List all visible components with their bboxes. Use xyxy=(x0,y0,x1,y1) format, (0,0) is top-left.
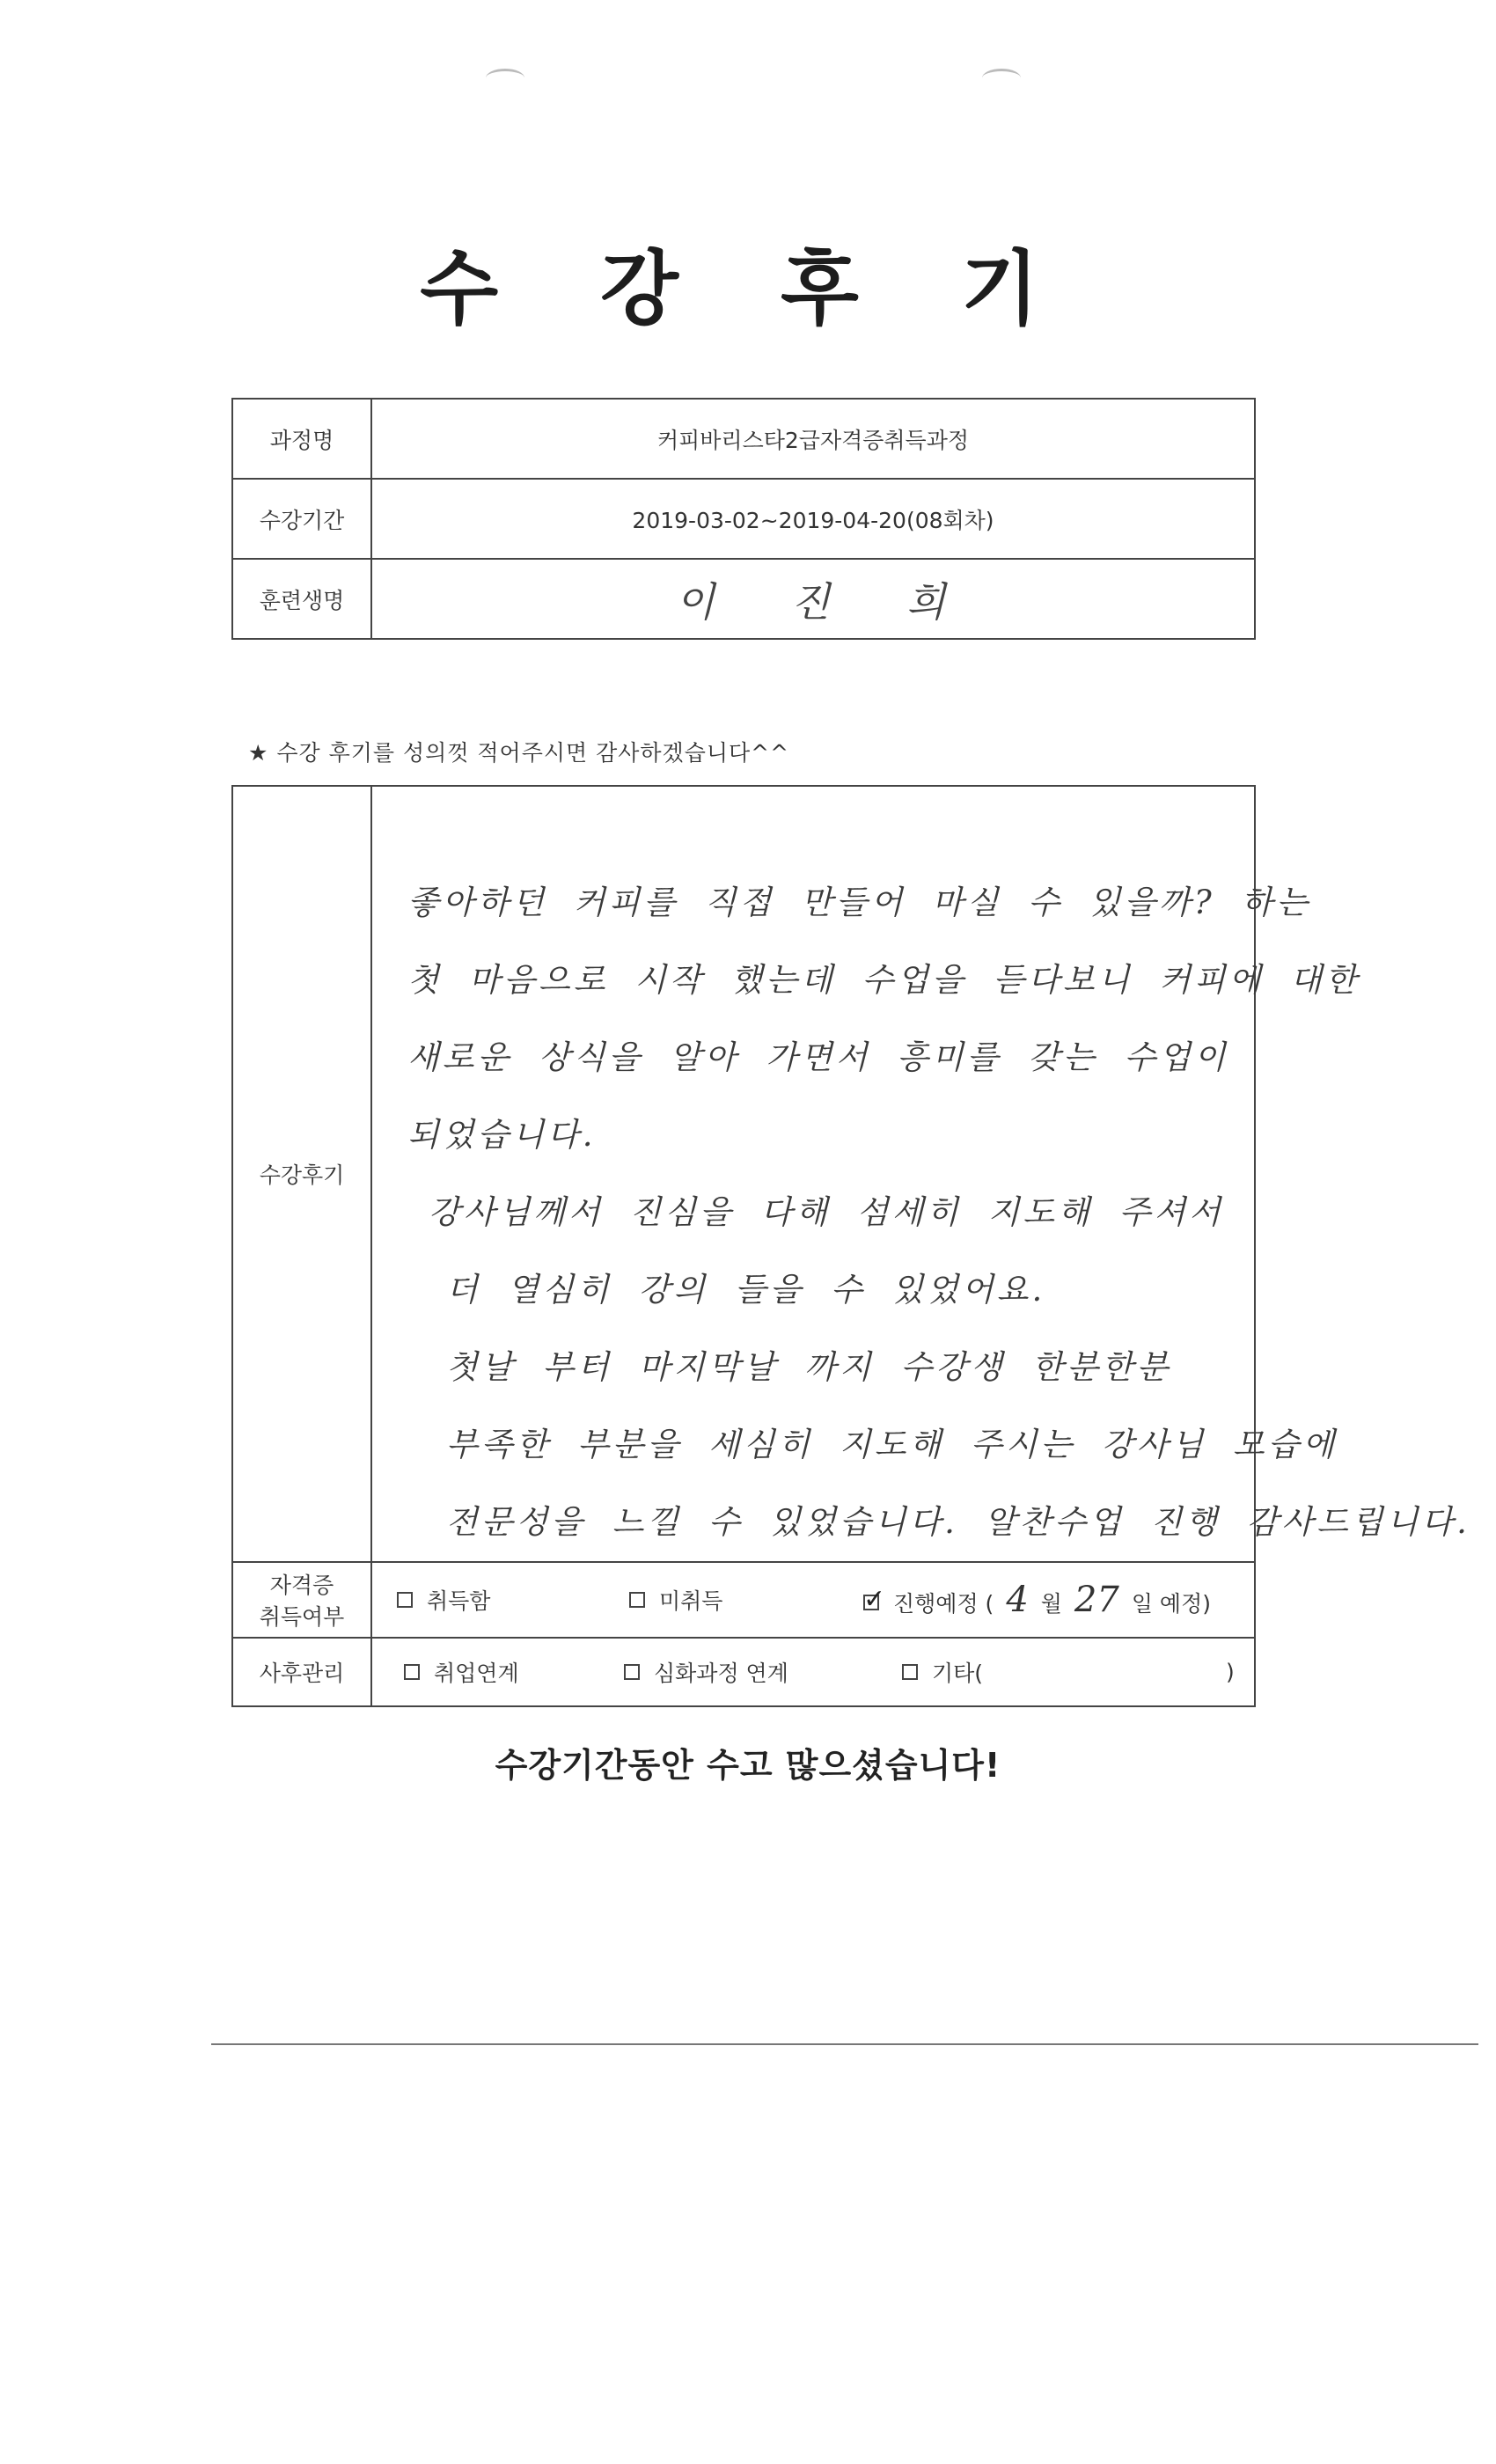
period-label: 수강기간 xyxy=(232,479,371,559)
review-row xyxy=(232,786,1255,1562)
option-acquired-label: 취득함 xyxy=(427,1588,491,1614)
aftercare-row xyxy=(232,1638,1255,1706)
review-text-cell xyxy=(371,786,1470,1562)
option-planned-label: 진행예정 ( xyxy=(893,1591,994,1617)
review-line: 첫 마음으로 시작 했는데 수업을 듣다보니 커피에 대한 xyxy=(407,961,1360,999)
option-advanced-label: 심화과정 연계 xyxy=(654,1661,788,1686)
checkbox-acquired[interactable] xyxy=(397,1592,413,1608)
option-advanced[interactable] xyxy=(624,1656,788,1688)
month-word: 월 xyxy=(1040,1591,1062,1617)
document-title: 수 강 후 기 xyxy=(420,242,1076,336)
binder-ring-mark xyxy=(982,69,1021,87)
page-bottom-line xyxy=(211,2043,1478,2045)
trainee-name-handwritten: 이 진 희 xyxy=(675,577,951,626)
review-line: 부족한 부분을 세심히 지도해 주시는 강사님 모습에 xyxy=(446,1426,1338,1463)
review-table xyxy=(231,785,1470,1707)
closing-message: 수강기간동안 수고 많으셨습니다! xyxy=(495,1746,1001,1785)
checkbox-planned-checked[interactable] xyxy=(863,1595,879,1610)
planned-month-handwritten: 4 xyxy=(1006,1580,1029,1620)
planned-day-handwritten: 27 xyxy=(1074,1580,1119,1620)
binder-ring-mark xyxy=(486,69,524,87)
review-line: 전문성을 느낄 수 있었습니다. 알찬수업 진행 감사드립니다. xyxy=(446,1503,1470,1541)
review-line: 되었습니다. xyxy=(407,1116,597,1154)
certificate-row xyxy=(232,1562,1255,1638)
certificate-options xyxy=(371,1562,1255,1638)
day-word: 일 예정) xyxy=(1131,1591,1211,1617)
instruction-note: ★ 수강 후기를 성의껏 적어주시면 감사하겠습니다^^ xyxy=(248,740,790,766)
option-other[interactable] xyxy=(902,1656,983,1688)
option-not-acquired-label: 미취득 xyxy=(659,1588,723,1614)
trainee-value-cell xyxy=(371,559,1255,639)
review-line: 더 열심히 강의 들을 수 있었어요. xyxy=(446,1271,1046,1309)
review-label: 수강후기 xyxy=(232,786,371,1562)
option-job[interactable] xyxy=(404,1656,519,1688)
option-planned[interactable] xyxy=(863,1580,1211,1620)
review-line: 첫날 부터 마지막날 까지 수강생 한분한분 xyxy=(446,1348,1172,1386)
trainee-row xyxy=(232,559,1255,639)
certificate-label xyxy=(232,1562,371,1638)
option-not-acquired[interactable] xyxy=(629,1584,722,1616)
course-label: 과정명 xyxy=(232,399,371,479)
option-job-label: 취업연계 xyxy=(434,1661,519,1686)
checkbox-other[interactable] xyxy=(902,1664,918,1680)
course-info-table xyxy=(231,398,1256,640)
handwritten-review xyxy=(372,787,1470,1561)
option-acquired[interactable] xyxy=(397,1584,490,1616)
review-line: 새로운 상식을 알아 가면서 흥미를 갖는 수업이 xyxy=(407,1038,1229,1076)
period-row xyxy=(232,479,1255,559)
course-value: 커피바리스타2급자격증취득과정 xyxy=(371,399,1255,479)
review-line: 강사님께서 진심을 다해 섬세히 지도해 주셔서 xyxy=(429,1193,1224,1231)
option-other-label: 기타( xyxy=(932,1661,984,1686)
checkbox-not-acquired[interactable] xyxy=(629,1592,645,1608)
certificate-label-line1: 자격증 xyxy=(269,1573,334,1598)
period-value: 2019-03-02~2019-04-20(08회차) xyxy=(371,479,1255,559)
checkbox-advanced[interactable] xyxy=(624,1664,640,1680)
option-other-close: ) xyxy=(1226,1659,1235,1685)
aftercare-options xyxy=(371,1638,1255,1706)
review-line: 좋아하던 커피를 직접 만들어 마실 수 있을까? 하는 xyxy=(407,884,1312,921)
trainee-label: 훈련생명 xyxy=(232,559,371,639)
course-row xyxy=(232,399,1255,479)
checkbox-job[interactable] xyxy=(404,1664,420,1680)
certificate-label-line2: 취득여부 xyxy=(259,1604,345,1630)
aftercare-label: 사후관리 xyxy=(232,1638,371,1706)
